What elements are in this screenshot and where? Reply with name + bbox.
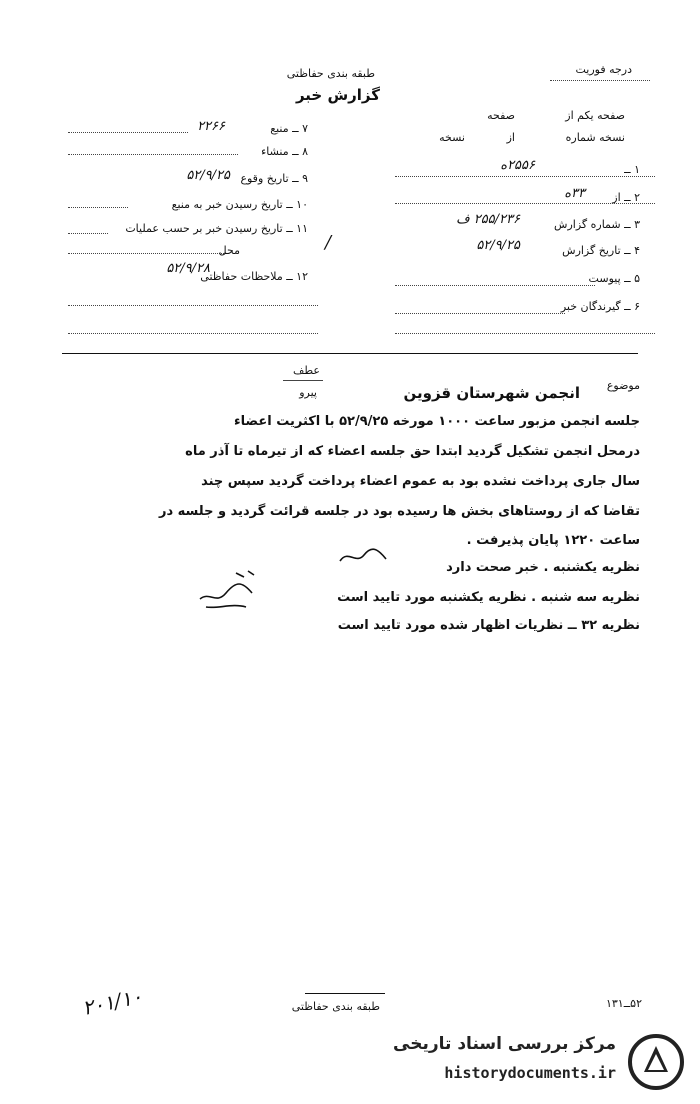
field-3-label: ۳ ــ شماره گزارش bbox=[554, 218, 640, 231]
watermark-url: historydocuments.ir bbox=[444, 1064, 616, 1082]
field-6-label: ۶ ــ گیرندگان خبر bbox=[560, 300, 640, 313]
note-line-3: نظریه ۳۲ ــ نظریات اظهار شده مورد تایید است bbox=[337, 618, 640, 633]
field-1-value: ۲۵۵۶ه bbox=[500, 158, 535, 173]
left-blank-line-2 bbox=[68, 333, 318, 334]
field-11-place-line bbox=[68, 253, 228, 254]
priority-label: درجه فوریت bbox=[575, 63, 632, 76]
subject-value: انجمن شهرستان قزوین bbox=[403, 384, 580, 402]
field-2-label: ۲ ــ از bbox=[612, 191, 640, 204]
field-6-line-2 bbox=[395, 333, 655, 334]
copies-label: نسخه شماره bbox=[565, 131, 625, 144]
field-8-line bbox=[68, 154, 238, 155]
atf-label: عطف bbox=[293, 364, 320, 377]
signature-scribble-1 bbox=[338, 545, 388, 567]
field-1-label: ۱ ــ bbox=[624, 163, 640, 176]
page-of-label: صفحه یکم از bbox=[565, 109, 625, 122]
section-divider bbox=[62, 353, 638, 354]
field-8-label: ۸ ــ منشاء bbox=[261, 145, 308, 158]
page-word: صفحه bbox=[487, 109, 515, 122]
classification-top: طبقه بندی حفاظتی bbox=[286, 67, 375, 80]
field-11-value: ۵۲/۹/۲۸ bbox=[166, 261, 210, 276]
signature-scribble-2 bbox=[196, 563, 266, 613]
body-line-4: تقاضا که از روستاهای بخش ها رسیده بود در جلسه قرائت گردید و جلسه در bbox=[158, 504, 640, 519]
field-10-line bbox=[68, 207, 128, 208]
body-line-3: سال جاری پرداخت نشده بود به عموم اعضاء پرداخت گردید سپس چند bbox=[201, 474, 640, 489]
classification-bottom: طبقه بندی حفاظتی bbox=[291, 1000, 380, 1013]
watermark-title: مرکز بررسی اسناد تاریخی bbox=[393, 1034, 616, 1054]
field-3-value: ۲۵۵/۲۳۶ ف bbox=[456, 212, 520, 227]
body-line-1: جلسه انجمن مزبور ساعت ۱۰۰۰ مورخه ۵۲/۹/۲۵ با اکثریت اعضاء bbox=[234, 414, 640, 429]
watermark-logo bbox=[386, 1028, 686, 1096]
footer-classification-underline bbox=[305, 993, 385, 994]
field-2-line bbox=[395, 203, 655, 204]
field-9-value: ۵۲/۹/۲۵ bbox=[186, 168, 230, 183]
field-11-label: ۱۱ ــ تاریخ رسیدن خبر بر حسب عملیات bbox=[125, 222, 308, 235]
left-blank-line-1 bbox=[68, 305, 318, 306]
field-4-label: ۴ ــ تاریخ گزارش bbox=[562, 244, 640, 257]
field-7-value: ۲۲۶۶ bbox=[197, 119, 225, 134]
note-line-2: نظریه سه شنبه . نظریه یکشنبه مورد تایید است bbox=[337, 590, 640, 605]
atf-underline bbox=[283, 380, 323, 381]
handwritten-number: ۲۰۱/۱۰ bbox=[80, 983, 145, 1021]
field-11-place: محل bbox=[218, 244, 240, 257]
copies-word: نسخه bbox=[439, 131, 465, 144]
subject-label: موضوع bbox=[606, 379, 640, 392]
copies-of: از bbox=[506, 131, 515, 144]
handwritten-mark: / bbox=[325, 232, 332, 253]
peyro-label: پیرو bbox=[299, 386, 317, 399]
field-5-label: ۵ ــ پیوست bbox=[588, 272, 640, 285]
field-2-value: ۳۳ه bbox=[564, 186, 585, 201]
field-7-line-a bbox=[68, 132, 188, 133]
body-line-5: ساعت ۱۲۲۰ پایان پذیرفت . bbox=[466, 533, 640, 548]
report-title: گزارش خبر bbox=[295, 86, 380, 104]
field-9-label: ۹ ــ تاریخ وقوع bbox=[240, 172, 308, 185]
field-11-line bbox=[68, 233, 108, 234]
field-1-line bbox=[395, 176, 655, 177]
field-5-line bbox=[395, 285, 595, 286]
field-4-value: ۵۲/۹/۲۵ bbox=[476, 238, 520, 253]
body-line-2: درمحل انجمن تشکیل گردید ابتدا حق جلسه اعضاء که از تیرماه تا آذر ماه bbox=[185, 444, 640, 459]
logo-emblem-icon bbox=[626, 1032, 686, 1092]
form-code: ۵۲ــ۱۳۱ bbox=[605, 997, 642, 1010]
priority-dotted-line bbox=[550, 80, 650, 81]
note-line-1: نظریه یکشنبه . خبر صحت دارد bbox=[446, 560, 640, 575]
field-7-label: ۷ ــ منبع bbox=[270, 122, 308, 135]
field-10-label: ۱۰ ــ تاریخ رسیدن خبر به منبع bbox=[171, 198, 308, 211]
field-12-label: ۱۲ ــ ملاحظات حفاظتی bbox=[200, 270, 308, 283]
field-6-line bbox=[395, 313, 565, 314]
